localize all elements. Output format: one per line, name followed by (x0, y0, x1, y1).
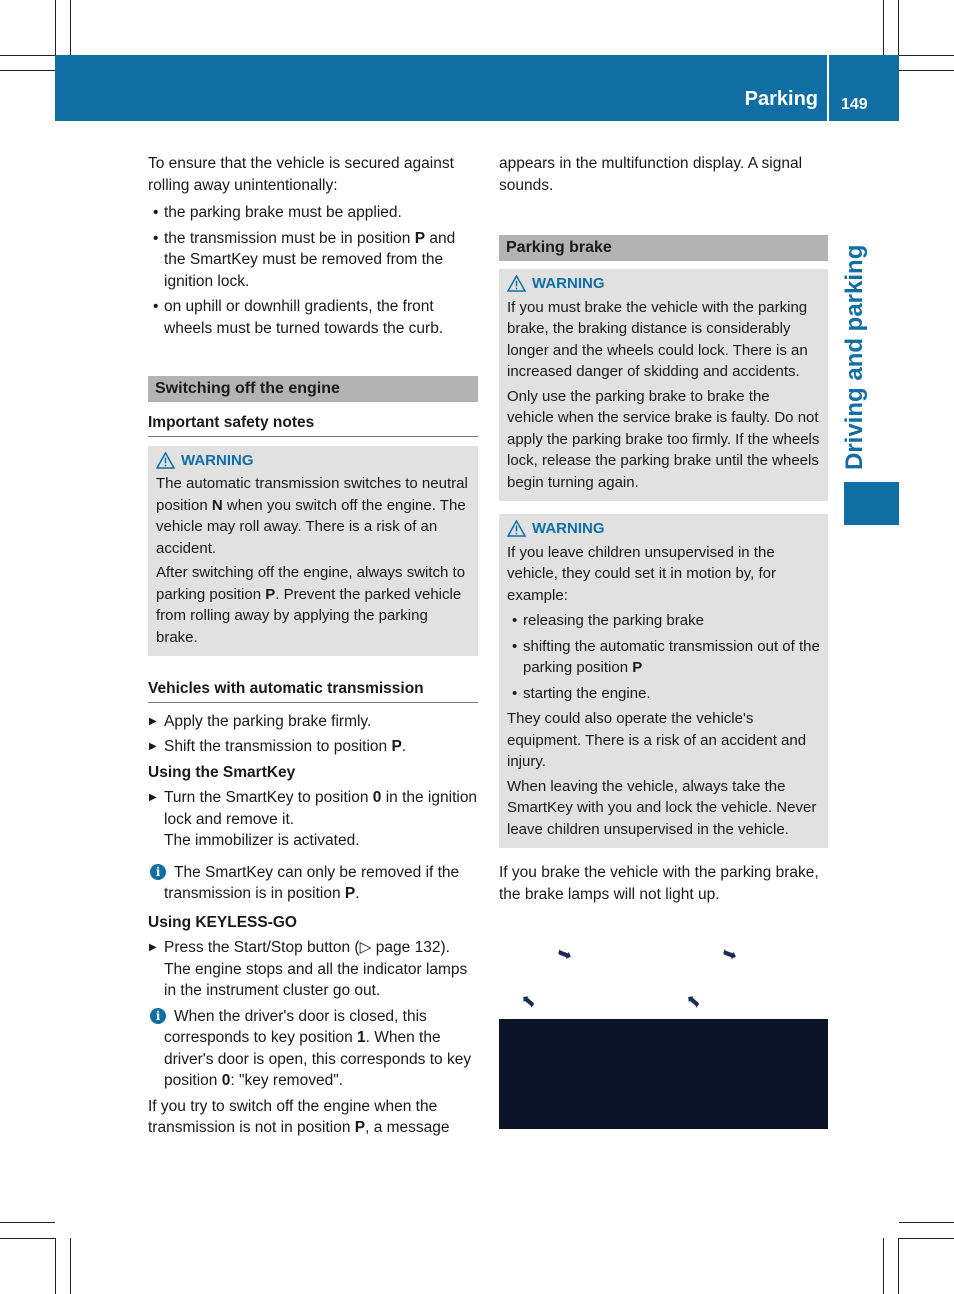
subsection-heading: Important safety notes (148, 412, 478, 437)
warning-text: The automatic transmission switches to neutral position N when you switch off the engine. The vehicle may roll away. There is a risk of an accident. (156, 475, 468, 557)
crop-mark (70, 1238, 71, 1294)
chapter-side-label: Driving and parking (841, 244, 868, 470)
warning-text: They could also operate the vehicle's equipment. There is a risk of an accident and injury. (507, 710, 807, 770)
list-item: • the parking brake must be applied. (148, 202, 478, 224)
list-item: • the transmission must be in position P and the SmartKey must be removed from the ignition lock. (148, 228, 478, 293)
warning-triangle-icon (156, 452, 175, 469)
step-item: ▶ Apply the parking brake firmly. (148, 711, 478, 733)
section-heading: Switching off the engine (148, 376, 478, 402)
warning-text: If you must brake the vehicle with the parking brake, the braking distance is considerably longer and the wheels could lock. There is an increased danger of skidding and accidents. (507, 298, 808, 380)
info-icon: i (150, 864, 166, 880)
warning-title: WARNING (156, 450, 470, 472)
list-item: • on uphill or downhill gradients, the front wheels must be turned towards the curb. (148, 296, 478, 339)
step-item: ▶ Shift the transmission to position P. (148, 736, 478, 758)
step-result: The engine stops and all the indicator lamps in the instrument cluster go out. (164, 960, 468, 999)
crop-mark (0, 1238, 55, 1239)
crop-mark (55, 1238, 56, 1294)
continued-text: If you try to switch off the engine when the transmission is not in position P, a message (148, 1097, 450, 1136)
crop-mark (883, 1238, 884, 1294)
intro-bullet-list (148, 202, 478, 339)
step-item: ▶ Press the Start/Stop button (▷ page 132). The engine stops and all the indicator lamps in the instrument cluster go out. (148, 937, 478, 1002)
arrow-marker-icon: ➥ (680, 988, 706, 1014)
list-item: • releasing the parking brake (507, 610, 820, 632)
warning-title: WARNING (507, 273, 820, 295)
info-icon: i (150, 1008, 166, 1024)
page-reference-link[interactable]: ▷ page 132 (359, 939, 441, 956)
step-item: ▶ Turn the SmartKey to position 0 in the ignition lock and remove it. The immobilizer is activated. (148, 787, 478, 852)
arrow-marker-icon: ➥ (554, 942, 576, 967)
crop-mark (898, 0, 899, 55)
crop-mark (0, 1222, 55, 1223)
list-item: • starting the engine. (507, 683, 820, 705)
continued-text: appears in the multifunction display. A signal sounds. (499, 155, 803, 194)
warning-triangle-icon (507, 520, 526, 537)
warning-box (499, 269, 828, 501)
header-divider (827, 55, 829, 121)
info-note: i The SmartKey can only be removed if the transmission is in position P. (148, 862, 478, 905)
warning-text: After switching off the engine, always switch to parking position P. Prevent the parked vehicle from rolling away by applying the parking brake. (156, 564, 466, 646)
crop-mark (899, 55, 954, 56)
warning-title: WARNING (507, 518, 820, 540)
left-column (148, 153, 478, 1139)
step-list (148, 711, 478, 758)
crop-mark (883, 0, 884, 55)
warning-bullet-list (507, 610, 820, 704)
warning-text: Only use the parking brake to brake the vehicle when the service brake is faulty. Do not apply the parking brake too firmly. If the wheels lock, release the parking brake until the wheels begin turning again. (507, 387, 820, 491)
procedure-heading: Using the SmartKey (148, 763, 296, 781)
warning-text: When leaving the vehicle, always take the SmartKey with you and lock the vehicle. Never leave children unsupervised in the vehicle. (507, 777, 817, 838)
step-result: The immobilizer is activated. (164, 832, 360, 849)
crop-mark (0, 70, 55, 71)
warning-text: If you leave children unsupervised in the vehicle, they could set it in motion by, for example: (507, 543, 777, 604)
page-section-title: Parking (744, 88, 818, 110)
procedure-heading: Using KEYLESS-GO (148, 913, 297, 931)
list-item: • shifting the automatic transmission out of the parking position P (507, 636, 820, 679)
warning-triangle-icon (507, 275, 526, 292)
right-column (499, 153, 828, 905)
crop-mark (899, 1222, 954, 1223)
crop-mark (898, 1238, 899, 1294)
crop-mark (70, 0, 71, 55)
crop-mark (899, 70, 954, 71)
step-list (148, 787, 478, 852)
crop-mark (899, 1238, 954, 1239)
arrow-marker-icon: ➥ (719, 942, 741, 967)
crop-mark (55, 0, 56, 55)
section-heading: Parking brake (499, 235, 828, 261)
crop-mark (0, 55, 55, 56)
warning-box (148, 446, 478, 657)
display-illustration (499, 1019, 828, 1129)
page-number: 149 (841, 96, 868, 113)
body-text: If you brake the vehicle with the parking brake, the brake lamps will not light up. (499, 864, 819, 903)
subsection-heading: Vehicles with automatic transmission (148, 678, 478, 703)
chapter-tab (844, 482, 899, 525)
arrow-marker-icon: ➥ (515, 988, 541, 1014)
info-note: i When the driver's door is closed, this corresponds to key position 1. When the driver's door is open, this corresponds to key position 0: "key removed". (148, 1006, 478, 1092)
intro-text: To ensure that the vehicle is secured against rolling away unintentionally: (148, 155, 454, 194)
step-list (148, 937, 478, 1002)
warning-box (499, 514, 828, 848)
